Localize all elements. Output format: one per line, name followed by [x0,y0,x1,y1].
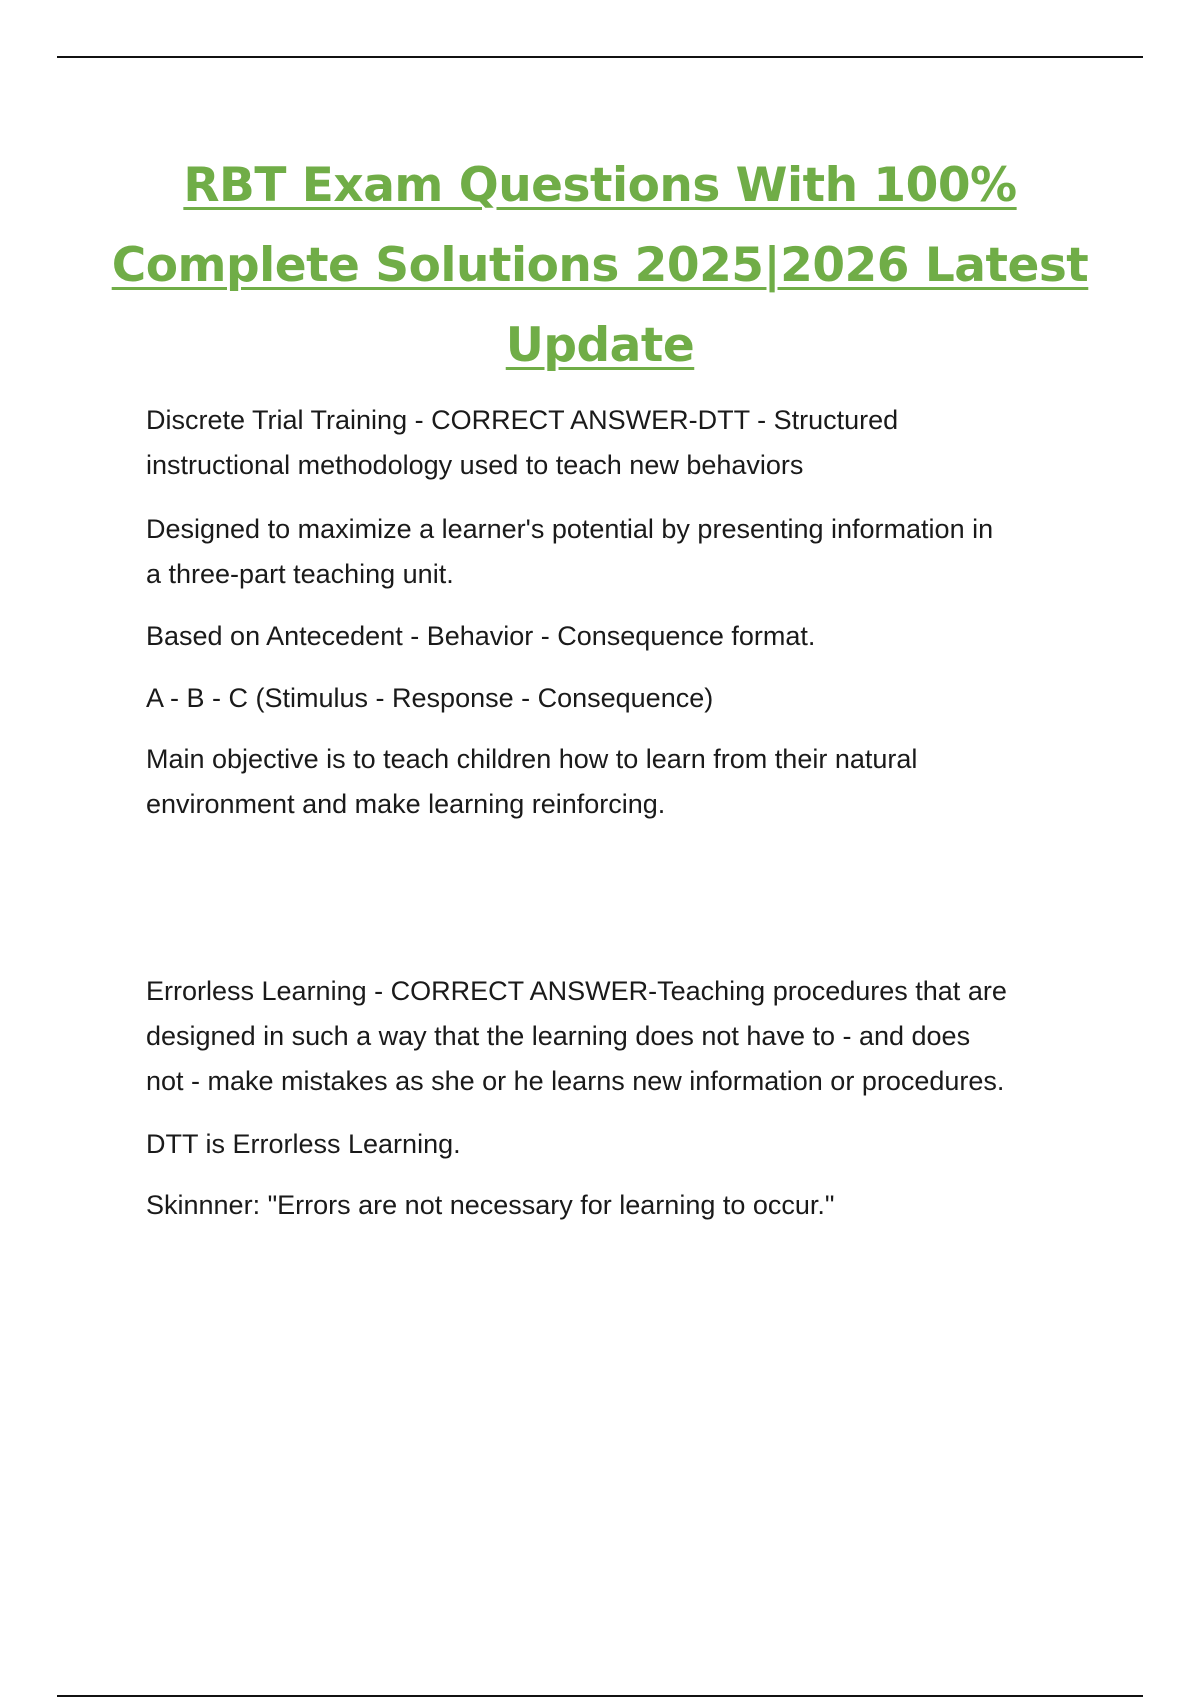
paragraph-line: environment and make learning reinforcing. [146,789,666,819]
paragraph-line: Errorless Learning - CORRECT ANSWER-Teaching procedures that are [146,976,1007,1006]
paragraph-line: designed in such a way that the learning does not have to - and does [146,1021,971,1051]
paragraph-line: A - B - C (Stimulus - Response - Consequence) [146,683,714,713]
title-line: Update [505,318,695,373]
title-line: RBT Exam Questions With 100% [183,158,1017,213]
paragraph-line: Skinnner: "Errors are not necessary for learning to occur." [146,1190,835,1220]
paragraph-line: instructional methodology used to teach new behaviors [146,450,804,480]
paragraph-abc-stimulus [146,676,1096,721]
document-title [0,146,1200,386]
paragraph-line: a three-part teaching unit. [146,559,454,589]
paragraph-line: Main objective is to teach children how to learn from their natural [146,744,918,774]
paragraph-main-objective [146,737,1096,827]
paragraph-dtt-definition [146,398,1096,488]
footer-rule [57,1695,1143,1697]
paragraph-abc-format [146,614,1096,659]
paragraph-line: Based on Antecedent - Behavior - Consequence format. [146,621,816,651]
header-rule [57,56,1143,58]
paragraph-line: not - make mistakes as she or he learns new information or procedures. [146,1066,1005,1096]
paragraph-line: DTT is Errorless Learning. [146,1129,461,1159]
title-line: Complete Solutions 2025|2026 Latest [111,238,1089,293]
paragraph-dtt-errorless [146,1122,1096,1167]
paragraph-errorless-learning [146,969,1096,1104]
paragraph-line: Discrete Trial Training - CORRECT ANSWER-DTT - Structured [146,405,899,435]
paragraph-skinner-quote [146,1183,1096,1228]
paragraph-line: Designed to maximize a learner's potential by presenting information in [146,514,994,544]
paragraph-dtt-design [146,507,1096,597]
